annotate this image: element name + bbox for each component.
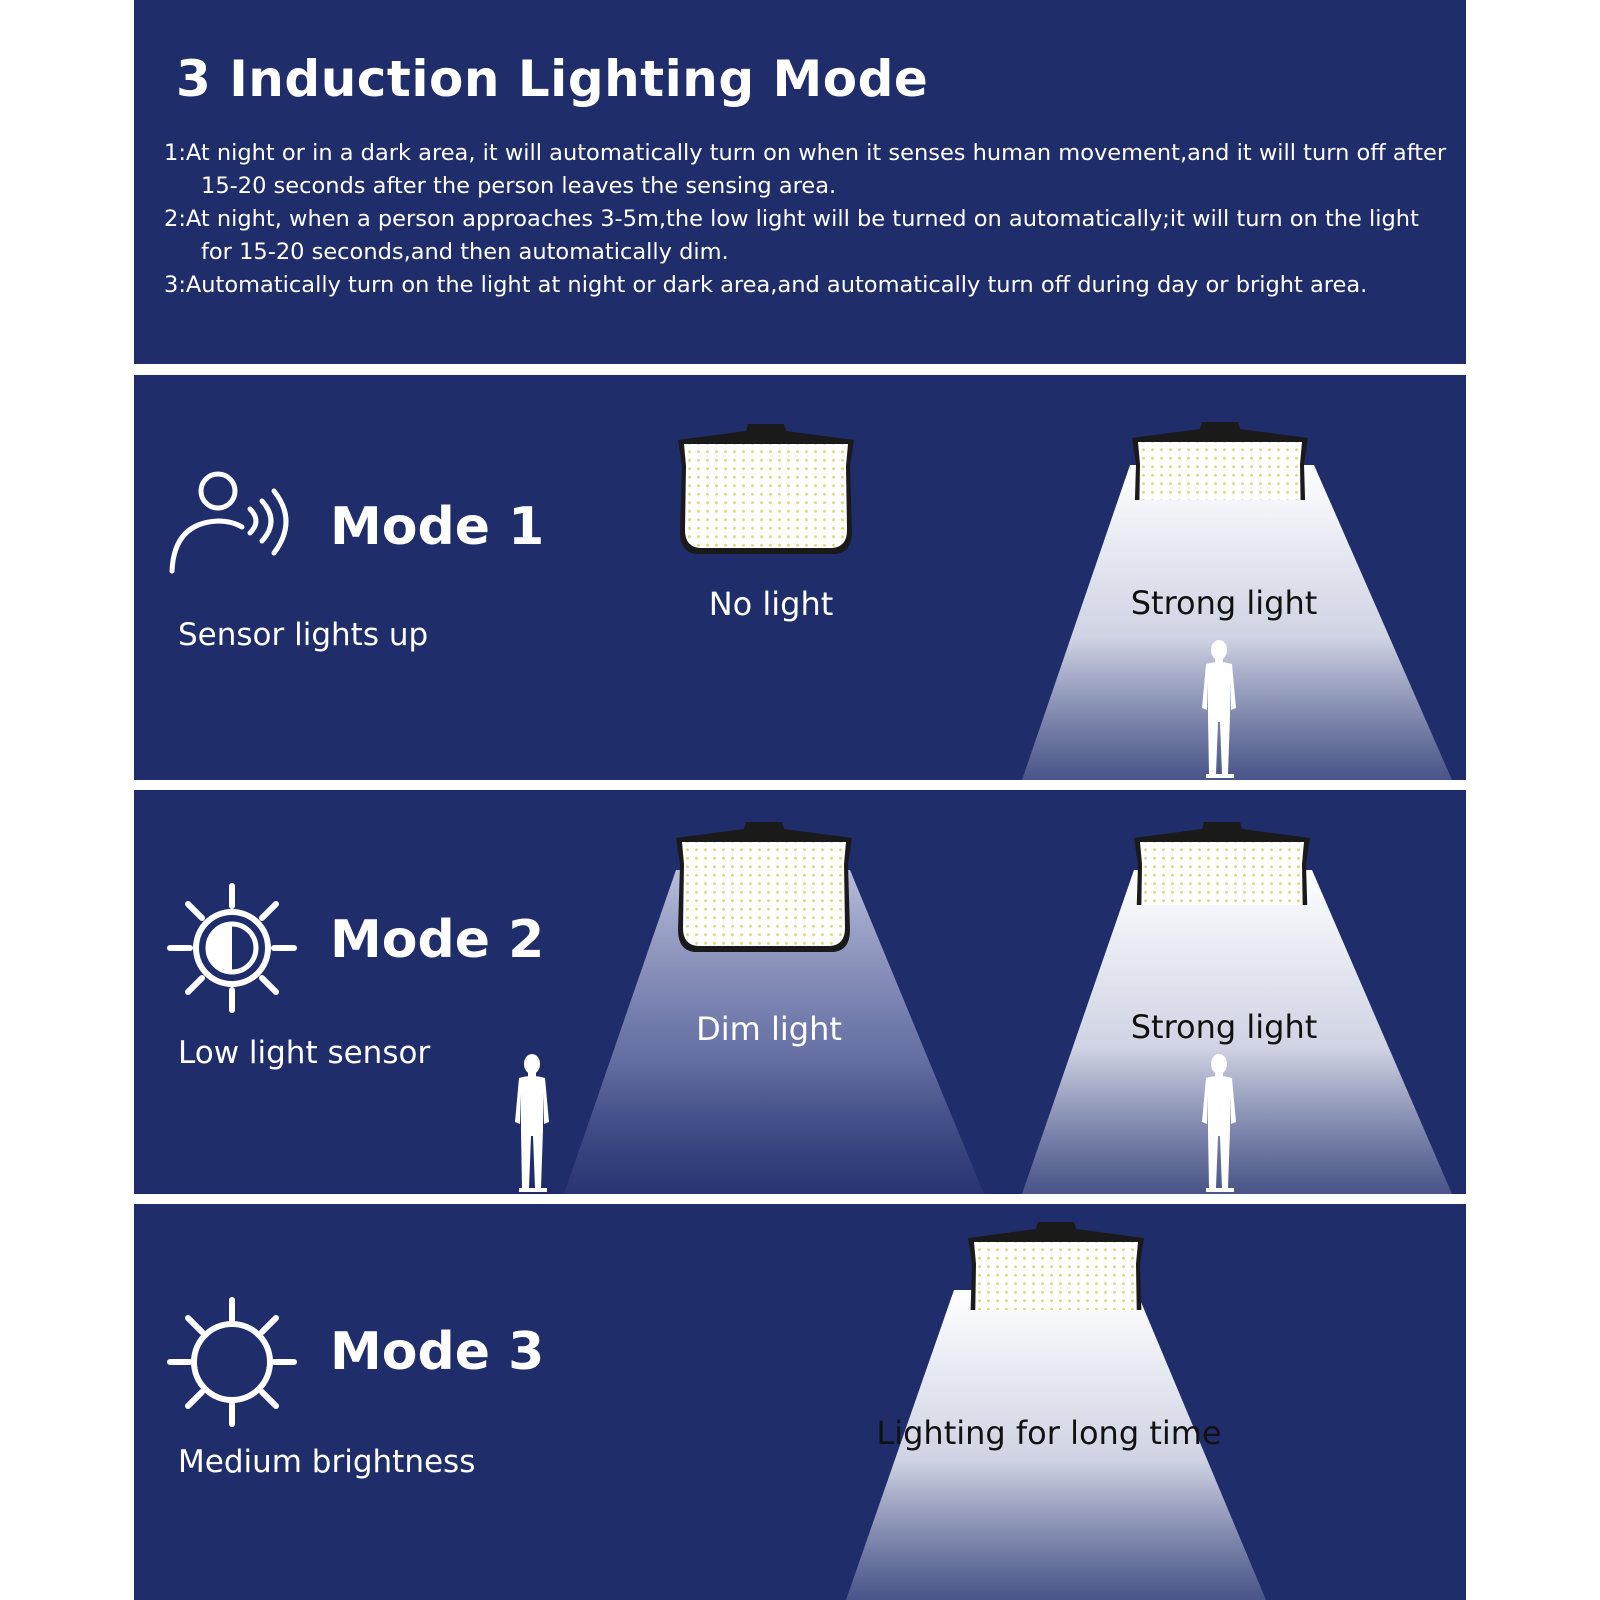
list-item: 1:At night or in a dark area, it will automatically turn on when it senses human movement,and it will turn off after 15-20 seconds after the person leaves the sensing area.: [164, 140, 1447, 199]
lamp-on-image: [1132, 820, 1312, 905]
mode-title: Mode 1: [330, 497, 545, 557]
lamp-off-image: [676, 422, 856, 557]
mode-title: Mode 3: [330, 1322, 545, 1382]
list-item: 3:Automatically turn on the light at night or dark area,and automatically turn off during day or bright area.: [164, 272, 1368, 298]
mode-subtitle: Sensor lights up: [178, 617, 429, 653]
mode-description-list: [164, 137, 1449, 302]
caption-strong-light: Strong light: [1130, 1008, 1318, 1046]
intro-panel: [134, 0, 1466, 364]
sun-outline-icon: [166, 1296, 298, 1428]
caption-no-light: No light: [708, 585, 834, 623]
mode-title: Mode 2: [330, 910, 545, 970]
mode-1-panel: [134, 375, 1466, 780]
caption-dim-light: Dim light: [696, 1010, 842, 1048]
mode-subtitle: Low light sensor: [178, 1035, 431, 1071]
caption-long-time: Lighting for long time: [876, 1414, 1222, 1452]
person-figure: [507, 1052, 557, 1192]
mode-2-panel: [134, 790, 1466, 1194]
lamp-dim-image: [674, 820, 854, 955]
page-title: 3 Induction Lighting Mode: [176, 50, 929, 108]
lamp-on-image: [1130, 420, 1310, 500]
mode-subtitle: Medium brightness: [178, 1444, 476, 1480]
person-figure: [1194, 638, 1244, 778]
lamp-on-image: [966, 1220, 1146, 1310]
list-item: 2:At night, when a person approaches 3-5m,the low light will be turned on automatically;it will turn on the light for 15-20 seconds,and then automatically dim.: [164, 206, 1419, 265]
mode-3-panel: [134, 1204, 1466, 1600]
person-figure: [1194, 1052, 1244, 1192]
motion-sensor-icon: [166, 467, 306, 579]
caption-strong-light: Strong light: [1130, 584, 1318, 622]
light-sensor-icon: [166, 882, 298, 1014]
